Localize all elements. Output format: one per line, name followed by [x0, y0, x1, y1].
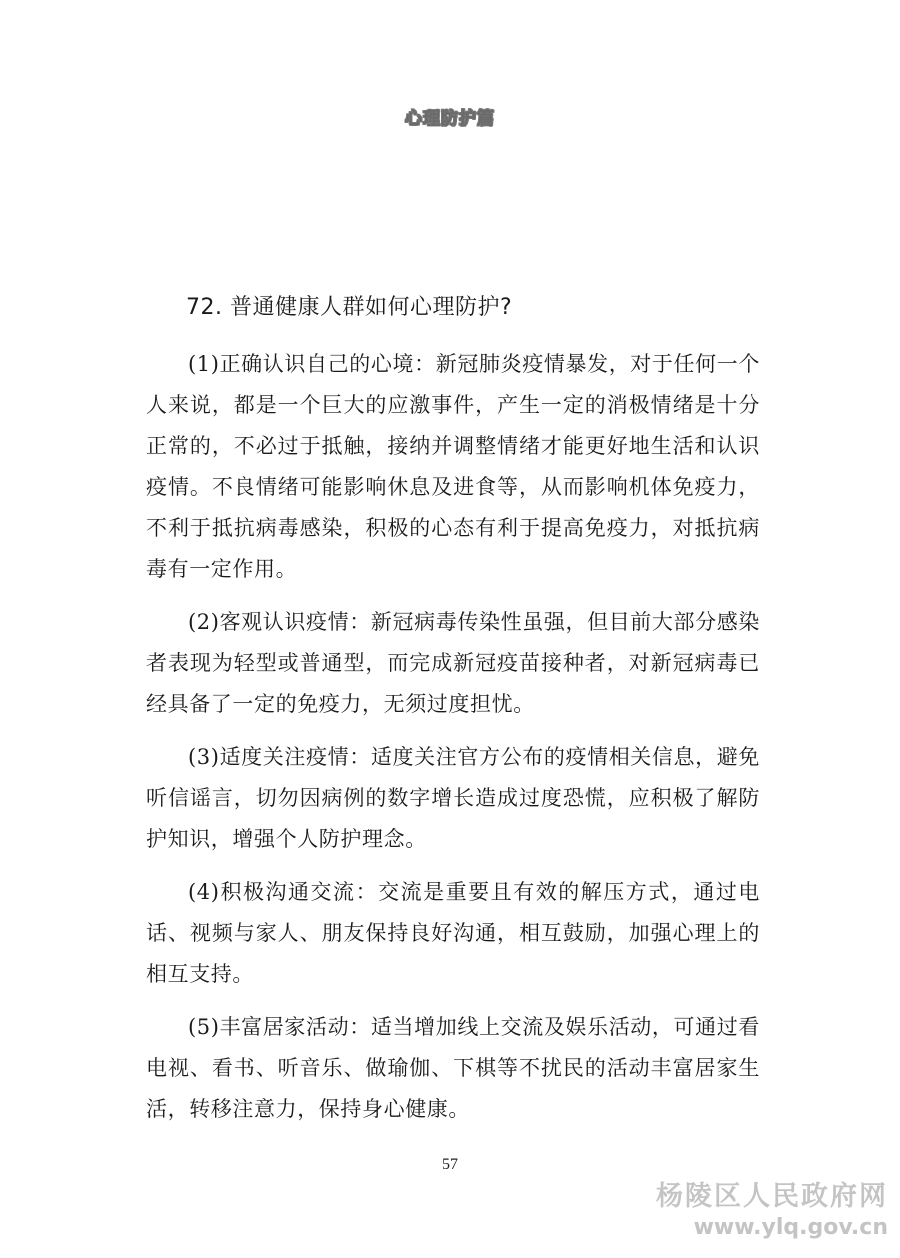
watermark-site-url: www.ylq.gov.cn — [693, 1215, 888, 1240]
site-watermark — [656, 1180, 888, 1242]
paragraph-1: (1)正确认识自己的心境：新冠肺炎疫情暴发，对于任何一个人来说，都是一个巨大的应激事件，产生一定的消极情绪是十分正常的，不必过于抵触，接纳并调整情绪才能更好地生活和认识疫情。不良情绪可能影响休息及进食等，从而影响机体免疫力，不利于抵抗病毒感染，积极的心态有利于提高免疫力，对抵抗病毒有一定作用。 — [146, 352, 760, 581]
paragraph-4: (4)积极沟通交流：交流是重要且有效的解压方式，通过电话、视频与家人、朋友保持良好沟通，相互鼓励，加强心理上的相互支持。 — [146, 880, 760, 986]
paragraph-2: (2)客观认识疫情：新冠病毒传染性虽强，但目前大部分感染者表现为轻型或普通型，而完成新冠疫苗接种者，对新冠病毒已经具备了一定的免疫力，无须过度担忧。 — [146, 610, 760, 716]
paragraph-5: (5)丰富居家活动：适当增加线上交流及娱乐活动，可通过看电视、看书、听音乐、做瑜伽、下棋等不扰民的活动丰富居家生活，转移注意力，保持身心健康。 — [146, 1015, 760, 1121]
body-content — [146, 344, 760, 1142]
paragraph-3: (3)适度关注疫情：适度关注官方公布的疫情相关信息，避免听信谣言，切勿因病例的数字增长造成过度恐慌，应积极了解防护知识，增强个人防护理念。 — [146, 745, 760, 851]
page-number: 57 — [442, 1156, 458, 1173]
section-header-badge: 心理防护篇 — [405, 109, 495, 129]
question-title: 72. 普通健康人群如何心理防护? — [186, 295, 513, 320]
watermark-site-name: 杨陵区人民政府网 — [656, 1181, 888, 1212]
